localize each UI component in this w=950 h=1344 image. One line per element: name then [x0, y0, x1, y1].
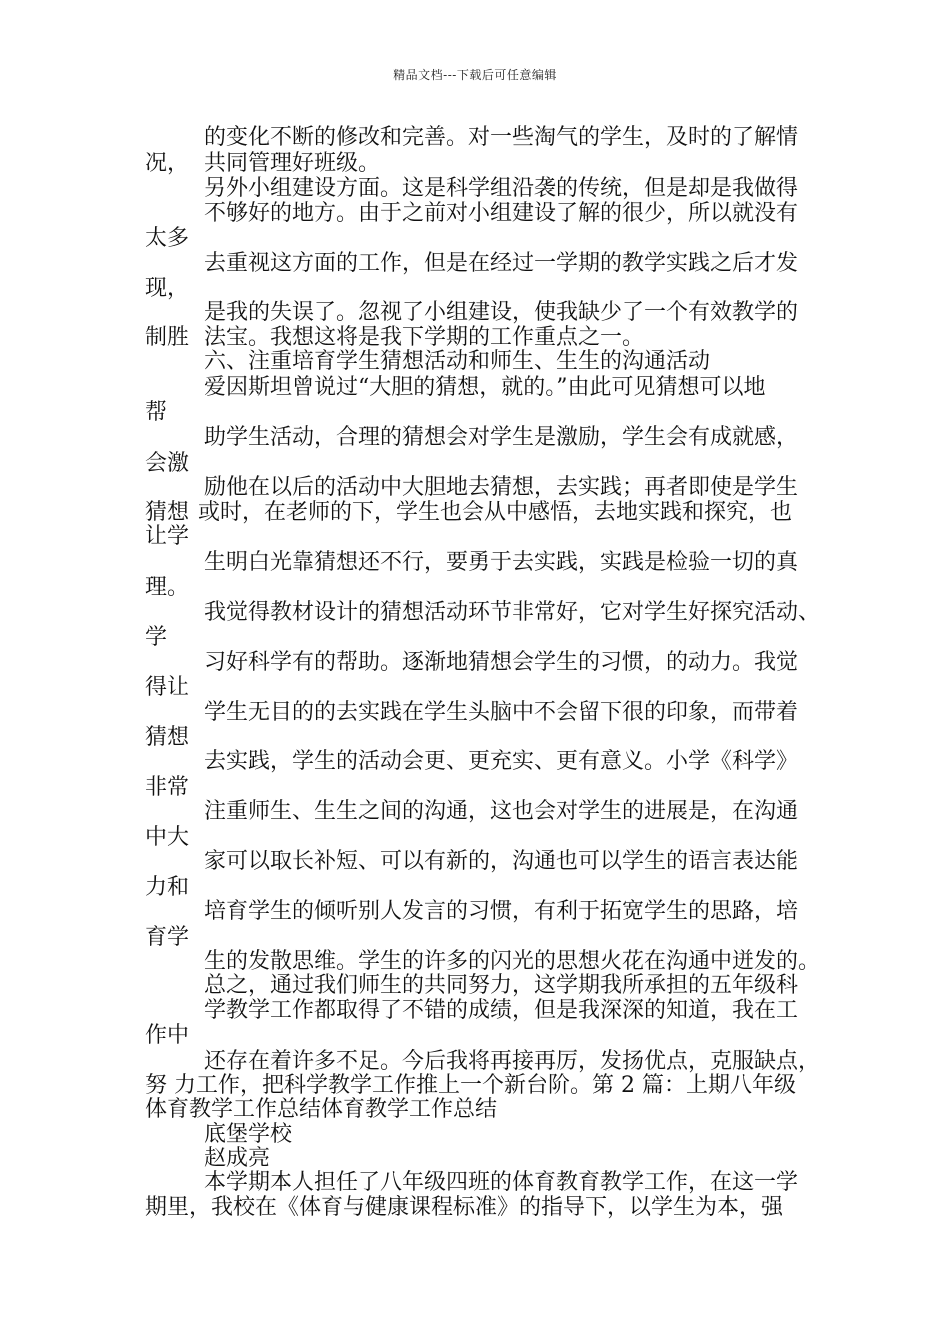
text-line: 的变化不断的修改和完善。对一些淘气的学生，及时的了解情: [204, 125, 799, 150]
text-line: 作中: [145, 1023, 190, 1048]
text-line: 况，: [145, 151, 190, 176]
text-line: 本学期本人担任了八年级四班的体育教育教学工作，在这一学: [204, 1170, 799, 1195]
text-line: 助学生活动，合理的猜想会对学生是激励，学生会有成就感，: [204, 425, 799, 450]
text-line: 或时，在老师的下，学生也会从中感悟，去地实践和探究，也: [198, 500, 793, 525]
text-line: 努 力工作，把科学教学工作推上一个新台阶。第 2 篇：上期八年级: [145, 1073, 796, 1098]
text-line: 生的发散思维。学生的许多的闪光的思想火花在沟通中迸发的。: [204, 949, 821, 974]
text-line: 法宝。我想这将是我下学期的工作重点之一。: [204, 325, 645, 350]
text-line: 是我的失误了。忽视了小组建设，使我缺少了一个有效教学的: [204, 300, 799, 325]
text-line: 另外小组建设方面。这是科学组沿袭的传统，但是却是我做得: [204, 176, 799, 201]
text-line: 学: [145, 625, 168, 650]
text-line: 底堡学校: [204, 1122, 293, 1147]
text-line: 制胜: [145, 325, 190, 350]
text-line: 育学: [145, 925, 190, 950]
text-line: 注重师生、生生之间的沟通，这也会对学生的进展是，在沟通: [204, 799, 799, 824]
text-line: 帮: [145, 400, 168, 425]
page-header: 精品文档---下载后可任意编辑: [393, 68, 557, 82]
text-line: 共同管理好班级。: [204, 151, 381, 176]
text-line: 还存在着许多不足。今后我将再接再厉，发扬优点，克服缺点，: [204, 1049, 821, 1074]
text-line: 励他在以后的活动中大胆地去猜想，去实践；再者即使是学生: [204, 475, 799, 500]
text-line: 非常: [145, 775, 190, 800]
text-line: 培育学生的倾听别人发言的习惯，有利于拓宽学生的思路，培: [204, 899, 799, 924]
text-line: 让学: [145, 524, 190, 549]
text-line: 理。: [145, 575, 190, 600]
text-line: 习好科学有的帮助。逐渐地猜想会学生的习惯，的动力。我觉: [204, 650, 799, 675]
text-line: 力和: [145, 875, 190, 900]
text-line: 会激: [145, 451, 190, 476]
text-line: 太多: [145, 226, 190, 251]
text-line: 期里，我校在《体育与健康课程标准》的指导下，以学生为本，强: [145, 1195, 784, 1220]
text-line: 总之，通过我们师生的共同努力，这学期我所承担的五年级科: [204, 973, 799, 998]
text-line: 去重视这方面的工作，但是在经过一学期的教学实践之后才发: [204, 251, 799, 276]
text-line: 学生无目的的去实践在学生头脑中不会留下很的印象，而带着: [204, 700, 799, 725]
text-line: 学教学工作都取得了不错的成绩，但是我深深的知道，我在工: [204, 998, 799, 1023]
text-line: 现，: [145, 276, 190, 301]
text-line: 家可以取长补短、可以有新的，沟通也可以学生的语言表达能: [204, 849, 799, 874]
text-line: 爱因斯坦曾说过“大胆的猜想，就的。”由此可见猜想可以地: [204, 375, 766, 400]
text-line: 体育教学工作总结体育教学工作总结: [145, 1097, 498, 1122]
text-line: 赵成亮: [204, 1146, 271, 1171]
text-line: 中大: [145, 825, 190, 850]
text-line: 得让: [145, 675, 190, 700]
text-line: 猜想: [145, 725, 190, 750]
text-line: 生明白光靠猜想还不行，要勇于去实践，实践是检验一切的真: [204, 550, 799, 575]
text-line: 去实践，学生的活动会更、更充实、更有意义。小学《科学》: [204, 749, 799, 774]
text-line: 我觉得教材设计的猜想活动环节非常好，它对学生好探究活动、: [204, 600, 821, 625]
text-line: 猜想: [145, 500, 190, 525]
text-line: 不够好的地方。由于之前对小组建设了解的很少，所以就没有: [204, 201, 799, 226]
text-line: 六、注重培育学生猜想活动和师生、生生的沟通活动: [204, 349, 711, 374]
